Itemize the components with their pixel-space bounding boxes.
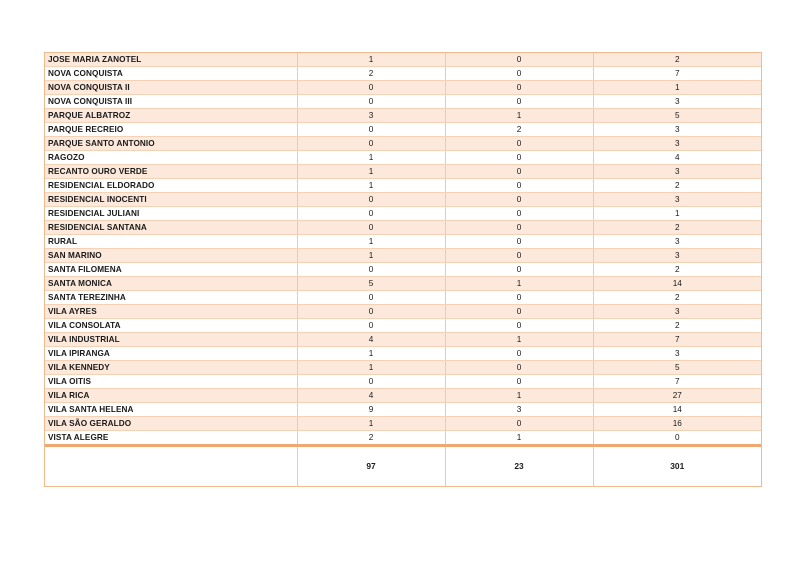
neighborhood-name-cell: PARQUE RECREIO (45, 123, 297, 137)
count-cell-b: 0 (445, 319, 593, 333)
count-cell-b: 3 (445, 403, 593, 417)
count-cell-a: 0 (297, 319, 445, 333)
count-cell-b: 0 (445, 235, 593, 249)
count-cell-c: 3 (593, 123, 761, 137)
table-row (45, 193, 761, 207)
count-cell-b: 0 (445, 305, 593, 319)
count-cell-c: 7 (593, 67, 761, 81)
table-row (45, 431, 761, 446)
table-row (45, 333, 761, 347)
count-cell-a: 1 (297, 235, 445, 249)
table-row (45, 347, 761, 361)
count-cell-a: 1 (297, 361, 445, 375)
count-cell-b: 0 (445, 151, 593, 165)
count-cell-b: 0 (445, 137, 593, 151)
count-cell-c: 2 (593, 263, 761, 277)
count-cell-a: 0 (297, 263, 445, 277)
count-cell-c: 1 (593, 207, 761, 221)
count-cell-b: 0 (445, 95, 593, 109)
table-row (45, 249, 761, 263)
count-cell-c: 3 (593, 165, 761, 179)
count-cell-c: 2 (593, 221, 761, 235)
count-cell-b: 0 (445, 221, 593, 235)
count-cell-a: 5 (297, 277, 445, 291)
total-c: 301 (593, 446, 761, 486)
neighborhood-name-cell: NOVA CONQUISTA (45, 67, 297, 81)
table-row (45, 361, 761, 375)
count-cell-c: 2 (593, 291, 761, 305)
count-cell-b: 1 (445, 389, 593, 403)
count-cell-a: 1 (297, 249, 445, 263)
count-cell-a: 1 (297, 53, 445, 67)
count-cell-c: 3 (593, 137, 761, 151)
count-cell-b: 0 (445, 67, 593, 81)
neighborhood-name-cell: VILA IPIRANGA (45, 347, 297, 361)
table-row (45, 221, 761, 235)
table-row (45, 137, 761, 151)
count-cell-b: 0 (445, 249, 593, 263)
neighborhood-name-cell: VILA INDUSTRIAL (45, 333, 297, 347)
neighborhood-name-cell: VISTA ALEGRE (45, 431, 297, 446)
neighborhood-name-cell: NOVA CONQUISTA III (45, 95, 297, 109)
count-cell-b: 0 (445, 291, 593, 305)
table-row (45, 389, 761, 403)
count-cell-a: 1 (297, 179, 445, 193)
neighborhood-name-cell: RESIDENCIAL SANTANA (45, 221, 297, 235)
table-row (45, 67, 761, 81)
count-cell-c: 2 (593, 179, 761, 193)
neighborhood-name-cell: VILA KENNEDY (45, 361, 297, 375)
count-cell-a: 0 (297, 95, 445, 109)
neighborhood-name-cell: PARQUE SANTO ANTONIO (45, 137, 297, 151)
neighborhood-name-cell: RESIDENCIAL JULIANI (45, 207, 297, 221)
neighborhood-name-cell: SANTA MONICA (45, 277, 297, 291)
count-cell-a: 4 (297, 333, 445, 347)
count-cell-c: 16 (593, 417, 761, 431)
count-cell-a: 0 (297, 207, 445, 221)
count-cell-c: 3 (593, 193, 761, 207)
table-row (45, 277, 761, 291)
count-cell-a: 0 (297, 81, 445, 95)
neighborhood-name-cell: VILA SANTA HELENA (45, 403, 297, 417)
count-cell-a: 0 (297, 123, 445, 137)
count-cell-c: 0 (593, 431, 761, 446)
count-cell-a: 2 (297, 431, 445, 446)
neighborhood-name-cell: RURAL (45, 235, 297, 249)
neighborhood-name-cell: PARQUE ALBATROZ (45, 109, 297, 123)
count-cell-a: 0 (297, 221, 445, 235)
table-row (45, 403, 761, 417)
total-b: 23 (445, 446, 593, 486)
count-cell-a: 3 (297, 109, 445, 123)
count-cell-c: 3 (593, 235, 761, 249)
data-table-container (44, 52, 762, 487)
count-cell-a: 0 (297, 291, 445, 305)
count-cell-a: 1 (297, 165, 445, 179)
neighborhood-name-cell: VILA AYRES (45, 305, 297, 319)
neighborhood-table (45, 53, 761, 486)
table-row (45, 151, 761, 165)
table-row (45, 123, 761, 137)
count-cell-b: 1 (445, 333, 593, 347)
count-cell-b: 0 (445, 179, 593, 193)
count-cell-c: 3 (593, 249, 761, 263)
count-cell-a: 1 (297, 417, 445, 431)
table-row (45, 263, 761, 277)
table-row (45, 417, 761, 431)
neighborhood-name-cell: VILA CONSOLATA (45, 319, 297, 333)
count-cell-c: 5 (593, 109, 761, 123)
table-row (45, 53, 761, 67)
count-cell-b: 1 (445, 109, 593, 123)
table-row (45, 165, 761, 179)
count-cell-b: 0 (445, 207, 593, 221)
table-row (45, 319, 761, 333)
table-row (45, 109, 761, 123)
count-cell-c: 2 (593, 319, 761, 333)
count-cell-c: 7 (593, 375, 761, 389)
count-cell-c: 3 (593, 95, 761, 109)
count-cell-b: 0 (445, 263, 593, 277)
count-cell-a: 1 (297, 151, 445, 165)
count-cell-c: 27 (593, 389, 761, 403)
neighborhood-name-cell: JOSE MARIA ZANOTEL (45, 53, 297, 67)
neighborhood-name-cell: VILA SÃO GERALDO (45, 417, 297, 431)
neighborhood-name-cell: RESIDENCIAL INOCENTI (45, 193, 297, 207)
count-cell-c: 14 (593, 403, 761, 417)
count-cell-b: 0 (445, 417, 593, 431)
table-body (45, 53, 761, 486)
count-cell-b: 1 (445, 431, 593, 446)
count-cell-b: 0 (445, 81, 593, 95)
table-row (45, 95, 761, 109)
neighborhood-name-cell: SANTA TEREZINHA (45, 291, 297, 305)
neighborhood-name-cell: SANTA FILOMENA (45, 263, 297, 277)
count-cell-a: 0 (297, 137, 445, 151)
neighborhood-name-cell: VILA RICA (45, 389, 297, 403)
neighborhood-name-cell: RAGOZO (45, 151, 297, 165)
count-cell-a: 9 (297, 403, 445, 417)
total-a: 97 (297, 446, 445, 486)
count-cell-b: 0 (445, 375, 593, 389)
totals-row (45, 446, 761, 486)
count-cell-b: 0 (445, 347, 593, 361)
count-cell-a: 4 (297, 389, 445, 403)
count-cell-b: 0 (445, 165, 593, 179)
count-cell-c: 7 (593, 333, 761, 347)
count-cell-b: 0 (445, 193, 593, 207)
table-row (45, 179, 761, 193)
neighborhood-name-cell: SAN MARINO (45, 249, 297, 263)
neighborhood-name-cell: RESIDENCIAL ELDORADO (45, 179, 297, 193)
count-cell-b: 0 (445, 361, 593, 375)
count-cell-b: 0 (445, 53, 593, 67)
neighborhood-name-cell: NOVA CONQUISTA II (45, 81, 297, 95)
count-cell-c: 5 (593, 361, 761, 375)
totals-label-cell (45, 446, 297, 486)
count-cell-b: 1 (445, 277, 593, 291)
count-cell-a: 0 (297, 193, 445, 207)
count-cell-c: 14 (593, 277, 761, 291)
table-row (45, 81, 761, 95)
count-cell-b: 2 (445, 123, 593, 137)
count-cell-c: 3 (593, 347, 761, 361)
table-row (45, 235, 761, 249)
table-row (45, 291, 761, 305)
count-cell-c: 2 (593, 53, 761, 67)
count-cell-a: 0 (297, 305, 445, 319)
count-cell-c: 1 (593, 81, 761, 95)
neighborhood-name-cell: VILA OITIS (45, 375, 297, 389)
table-row (45, 305, 761, 319)
count-cell-a: 0 (297, 375, 445, 389)
table-row (45, 207, 761, 221)
count-cell-a: 2 (297, 67, 445, 81)
count-cell-c: 4 (593, 151, 761, 165)
neighborhood-name-cell: RECANTO OURO VERDE (45, 165, 297, 179)
count-cell-c: 3 (593, 305, 761, 319)
count-cell-a: 1 (297, 347, 445, 361)
table-row (45, 375, 761, 389)
